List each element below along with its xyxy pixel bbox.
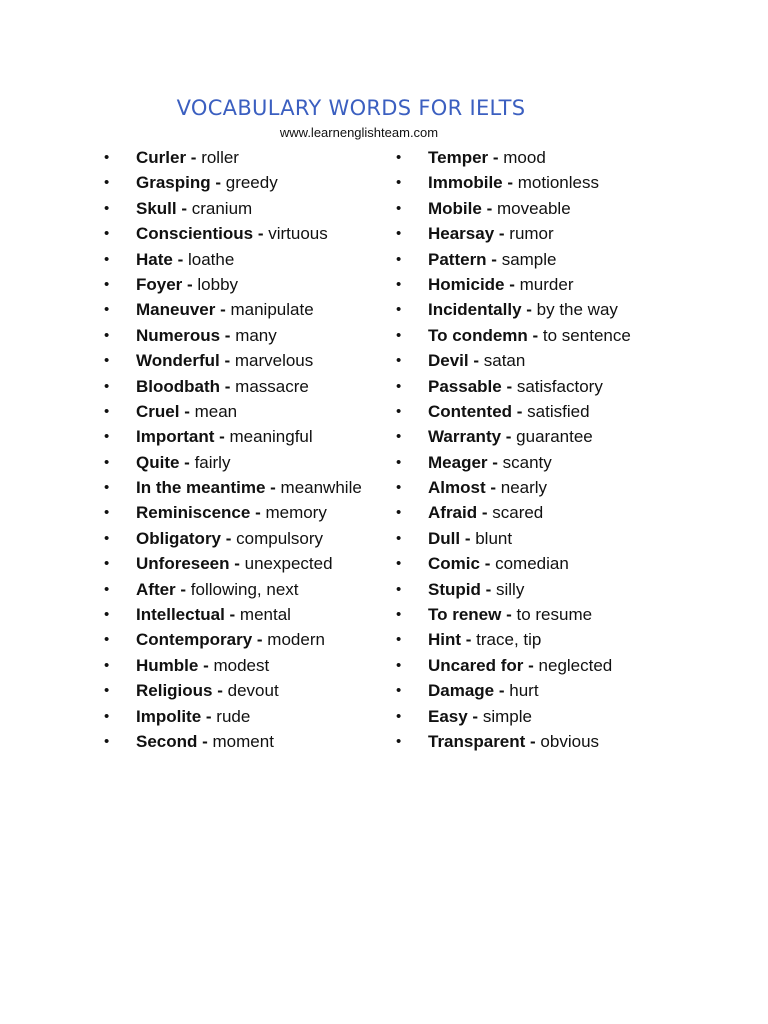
bullet-icon: •: [396, 707, 402, 725]
term-separator: -: [501, 427, 517, 447]
bullet-icon: •: [396, 732, 402, 750]
term-separator: -: [477, 503, 493, 523]
vocabulary-item: [396, 221, 631, 246]
vocabulary-meaning: guarantee: [516, 427, 593, 447]
term-separator: -: [504, 274, 520, 294]
vocabulary-term: Humble: [136, 655, 199, 675]
vocabulary-item: [104, 551, 362, 576]
bullet-icon: •: [104, 352, 110, 370]
term-separator: -: [172, 249, 188, 269]
term-separator: -: [501, 605, 517, 625]
vocabulary-item: [396, 170, 631, 195]
vocabulary-item: [396, 475, 631, 500]
vocabulary-term: Easy: [428, 706, 468, 726]
vocabulary-meaning: mood: [503, 148, 546, 167]
term-separator: -: [501, 376, 517, 396]
term-separator: -: [525, 731, 541, 751]
bullet-icon: •: [104, 326, 110, 344]
vocabulary-term: Dull: [428, 528, 461, 548]
vocabulary-meaning: trace, tip: [476, 630, 542, 650]
vocabulary-term: Contented: [428, 401, 513, 421]
term-separator: -: [176, 198, 192, 218]
term-separator: -: [468, 351, 484, 371]
vocabulary-meaning: meaningful: [229, 427, 313, 447]
bullet-icon: •: [104, 529, 110, 547]
vocabulary-item: [396, 704, 631, 729]
vocabulary-item: [104, 272, 362, 297]
term-separator: -: [486, 249, 502, 269]
vocabulary-term: Immobile: [428, 173, 503, 193]
bullet-icon: •: [396, 402, 402, 420]
vocabulary-term: Second: [136, 731, 198, 751]
vocabulary-item: [396, 348, 631, 373]
vocabulary-item: [104, 450, 362, 475]
bullet-icon: •: [396, 631, 402, 649]
vocabulary-meaning: rude: [216, 706, 251, 726]
term-separator: -: [252, 630, 268, 650]
vocabulary-meaning: roller: [201, 148, 239, 167]
vocabulary-term: Temper: [428, 148, 489, 167]
bullet-icon: •: [104, 606, 110, 624]
term-separator: -: [197, 731, 213, 751]
vocabulary-term: Passable: [428, 376, 502, 396]
vocabulary-meaning: comedian: [495, 554, 569, 574]
bullet-icon: •: [396, 453, 402, 471]
vocabulary-term: Afraid: [428, 503, 478, 523]
term-separator: -: [182, 274, 198, 294]
page-title: VOCABULARY WORDS FOR IELTS: [176, 96, 526, 120]
term-separator: -: [179, 401, 195, 421]
bullet-icon: •: [396, 301, 402, 319]
vocabulary-term: Curler: [136, 148, 187, 167]
bullet-icon: •: [396, 352, 402, 370]
vocabulary-list-right: [396, 145, 631, 754]
vocabulary-item: [396, 297, 631, 322]
vocabulary-item: [104, 196, 362, 221]
vocabulary-term: Hearsay: [428, 224, 495, 244]
term-separator: -: [265, 478, 281, 498]
vocabulary-term: Religious: [136, 681, 213, 701]
vocabulary-meaning: nearly: [500, 478, 548, 498]
bullet-icon: •: [104, 377, 110, 395]
vocabulary-item: [396, 551, 631, 576]
vocabulary-item: [104, 653, 362, 678]
term-separator: -: [460, 528, 476, 548]
vocabulary-meaning: neglected: [538, 655, 613, 675]
vocabulary-item: [396, 374, 631, 399]
vocabulary-meaning: cranium: [191, 198, 253, 218]
vocabulary-meaning: marvelous: [234, 351, 314, 371]
term-separator: -: [214, 427, 230, 447]
vocabulary-term: Skull: [136, 198, 177, 218]
vocabulary-item: [396, 424, 631, 449]
term-separator: -: [487, 452, 503, 472]
vocabulary-meaning: greedy: [225, 173, 278, 193]
vocabulary-item: [104, 678, 362, 703]
vocabulary-term: Impolite: [136, 706, 202, 726]
vocabulary-term: Meager: [428, 452, 488, 472]
vocabulary-meaning: satisfied: [527, 401, 590, 421]
vocabulary-meaning: sample: [501, 249, 557, 269]
term-separator: -: [221, 528, 237, 548]
bullet-icon: •: [396, 199, 402, 217]
vocabulary-meaning: virtuous: [268, 224, 328, 244]
vocabulary-term: Important: [136, 427, 215, 447]
term-separator: -: [494, 681, 510, 701]
vocabulary-item: [104, 602, 362, 627]
vocabulary-item: [104, 297, 362, 322]
bullet-icon: •: [104, 504, 110, 522]
bullet-icon: •: [396, 656, 402, 674]
vocabulary-item: [396, 145, 631, 170]
vocabulary-item: [104, 500, 362, 525]
vocabulary-term: After: [136, 579, 176, 599]
vocabulary-item: [104, 577, 362, 602]
vocabulary-meaning: motionless: [517, 173, 599, 193]
term-separator: -: [175, 579, 191, 599]
bullet-icon: •: [396, 225, 402, 243]
vocabulary-item: [104, 729, 362, 754]
vocabulary-item: [396, 323, 631, 348]
vocabulary-meaning: blunt: [475, 528, 513, 548]
vocabulary-term: Conscientious: [136, 224, 254, 244]
vocabulary-item: [396, 653, 631, 678]
vocabulary-term: Incidentally: [428, 300, 522, 320]
vocabulary-item: [396, 627, 631, 652]
bullet-icon: •: [104, 631, 110, 649]
vocabulary-term: Unforeseen: [136, 554, 230, 574]
term-separator: -: [494, 224, 510, 244]
vocabulary-item: [396, 526, 631, 551]
bullet-icon: •: [396, 174, 402, 192]
bullet-icon: •: [396, 529, 402, 547]
vocabulary-term: Homicide: [428, 274, 505, 294]
term-separator: -: [253, 224, 269, 244]
term-separator: -: [481, 198, 497, 218]
vocabulary-item: [104, 526, 362, 551]
vocabulary-item: [396, 450, 631, 475]
vocabulary-item: [104, 424, 362, 449]
term-separator: -: [219, 351, 235, 371]
vocabulary-item: [104, 627, 362, 652]
bullet-icon: •: [104, 199, 110, 217]
bullet-icon: •: [396, 606, 402, 624]
term-separator: -: [179, 452, 195, 472]
bullet-icon: •: [104, 707, 110, 725]
vocabulary-item: [104, 170, 362, 195]
term-separator: -: [521, 300, 537, 320]
vocabulary-item: [104, 374, 362, 399]
term-separator: -: [467, 706, 483, 726]
vocabulary-item: [104, 704, 362, 729]
bullet-icon: •: [396, 555, 402, 573]
vocabulary-term: Pattern: [428, 249, 487, 269]
vocabulary-term: Reminiscence: [136, 503, 251, 523]
vocabulary-meaning: simple: [482, 706, 532, 726]
term-separator: -: [229, 554, 245, 574]
term-separator: -: [527, 325, 543, 345]
vocabulary-term: Devil: [428, 351, 469, 371]
term-separator: -: [523, 655, 539, 675]
bullet-icon: •: [104, 275, 110, 293]
bullet-icon: •: [396, 275, 402, 293]
bullet-icon: •: [104, 656, 110, 674]
vocabulary-meaning: meanwhile: [280, 478, 362, 498]
vocabulary-item: [396, 196, 631, 221]
bullet-icon: •: [396, 250, 402, 268]
vocabulary-meaning: scared: [492, 503, 544, 523]
vocabulary-item: [396, 729, 631, 754]
vocabulary-meaning: many: [235, 325, 277, 345]
vocabulary-term: Maneuver: [136, 300, 216, 320]
bullet-icon: •: [104, 732, 110, 750]
bullet-icon: •: [104, 250, 110, 268]
vocabulary-item: [396, 247, 631, 272]
term-separator: -: [198, 655, 214, 675]
bullet-icon: •: [396, 580, 402, 598]
vocabulary-meaning: fairly: [194, 452, 231, 472]
vocabulary-term: Contemporary: [136, 630, 253, 650]
vocabulary-term: In the meantime: [136, 478, 266, 498]
term-separator: -: [479, 554, 496, 574]
vocabulary-meaning: devout: [227, 681, 279, 701]
vocabulary-term: Hate: [136, 249, 173, 269]
vocabulary-meaning: scanty: [502, 452, 552, 472]
term-separator: -: [186, 148, 202, 167]
vocabulary-term: Obligatory: [136, 528, 222, 548]
term-separator: -: [250, 503, 266, 523]
vocabulary-term: Grasping: [136, 173, 211, 193]
vocabulary-term: Cruel: [136, 401, 180, 421]
vocabulary-term: Transparent: [428, 731, 526, 751]
bullet-icon: •: [104, 580, 110, 598]
vocabulary-term: Hint: [428, 630, 462, 650]
bullet-icon: •: [396, 428, 402, 446]
vocabulary-meaning: rumor: [509, 224, 554, 244]
bullet-icon: •: [396, 504, 402, 522]
vocabulary-item: [396, 577, 631, 602]
vocabulary-term: Mobile: [428, 198, 482, 218]
bullet-icon: •: [104, 225, 110, 243]
bullet-icon: •: [396, 479, 402, 497]
vocabulary-term: Damage: [428, 681, 495, 701]
bullet-icon: •: [104, 555, 110, 573]
bullet-icon: •: [104, 149, 110, 166]
vocabulary-meaning: unexpected: [244, 554, 333, 574]
bullet-icon: •: [104, 428, 110, 446]
term-separator: -: [220, 325, 236, 345]
vocabulary-term: Numerous: [136, 325, 221, 345]
vocabulary-meaning: satan: [483, 351, 526, 371]
vocabulary-meaning: to resume: [516, 605, 593, 625]
vocabulary-meaning: compulsory: [236, 528, 324, 548]
vocabulary-meaning: by the way: [536, 300, 618, 320]
vocabulary-meaning: moveable: [496, 198, 571, 218]
term-separator: -: [480, 579, 496, 599]
vocabulary-list-left: [104, 145, 362, 754]
vocabulary-term: Almost: [428, 478, 486, 498]
vocabulary-term: Uncared for: [428, 655, 524, 675]
vocabulary-item: [396, 602, 631, 627]
vocabulary-item: [104, 145, 362, 170]
vocabulary-item: [104, 247, 362, 272]
term-separator: -: [512, 401, 528, 421]
vocabulary-term: To renew: [428, 605, 502, 625]
bullet-icon: •: [104, 402, 110, 420]
vocabulary-meaning: silly: [496, 579, 525, 599]
vocabulary-term: Intellectual: [136, 605, 225, 625]
vocabulary-meaning: to sentence: [542, 325, 631, 345]
term-separator: -: [461, 630, 477, 650]
bullet-icon: •: [396, 149, 402, 166]
vocabulary-term: To condemn: [428, 325, 528, 345]
vocabulary-meaning: moment: [212, 731, 274, 751]
bullet-icon: •: [104, 453, 110, 471]
term-separator: -: [488, 148, 504, 167]
bullet-icon: •: [396, 377, 402, 395]
vocabulary-item: [396, 272, 631, 297]
vocabulary-meaning: loathe: [187, 249, 235, 269]
vocabulary-meaning: hurt: [509, 681, 539, 701]
vocabulary-item: [104, 475, 362, 500]
vocabulary-item: [104, 399, 362, 424]
vocabulary-meaning: memory: [265, 503, 327, 523]
vocabulary-item: [396, 399, 631, 424]
vocabulary-term: Foyer: [136, 274, 183, 294]
term-separator: -: [212, 681, 228, 701]
vocabulary-meaning: mean: [194, 401, 238, 421]
vocabulary-meaning: lobby: [197, 274, 239, 294]
vocabulary-meaning: mental: [239, 605, 291, 625]
vocabulary-term: Stupid: [428, 579, 481, 599]
term-separator: -: [485, 478, 501, 498]
bullet-icon: •: [104, 301, 110, 319]
vocabulary-item: [396, 678, 631, 703]
vocabulary-meaning: murder: [519, 274, 574, 294]
vocabulary-item: [104, 221, 362, 246]
term-separator: -: [224, 605, 240, 625]
vocabulary-item: [104, 348, 362, 373]
term-separator: -: [215, 300, 231, 320]
bullet-icon: •: [104, 174, 110, 192]
vocabulary-meaning: modest: [213, 655, 270, 675]
vocabulary-term: Bloodbath: [136, 376, 221, 396]
vocabulary-meaning: manipulate: [230, 300, 314, 320]
term-separator: -: [210, 173, 226, 193]
vocabulary-meaning: modern: [267, 630, 325, 650]
vocabulary-term: Wonderful: [136, 351, 220, 371]
bullet-icon: •: [396, 682, 402, 700]
vocabulary-meaning: satisfactory: [516, 376, 603, 396]
term-separator: -: [201, 706, 217, 726]
vocabulary-item: [104, 323, 362, 348]
term-separator: -: [502, 173, 518, 193]
website-url: www.learnenglishteam.com: [279, 125, 439, 140]
vocabulary-meaning: obvious: [540, 731, 600, 751]
vocabulary-meaning: following, next: [190, 579, 299, 599]
vocabulary-term: Quite: [136, 452, 180, 472]
vocabulary-term: Warranty: [428, 427, 502, 447]
vocabulary-meaning: massacre: [235, 376, 309, 396]
bullet-icon: •: [104, 479, 110, 497]
bullet-icon: •: [104, 682, 110, 700]
vocabulary-item: [396, 500, 631, 525]
term-separator: -: [220, 376, 236, 396]
bullet-icon: •: [396, 326, 402, 344]
vocabulary-term: Comic: [428, 554, 480, 574]
